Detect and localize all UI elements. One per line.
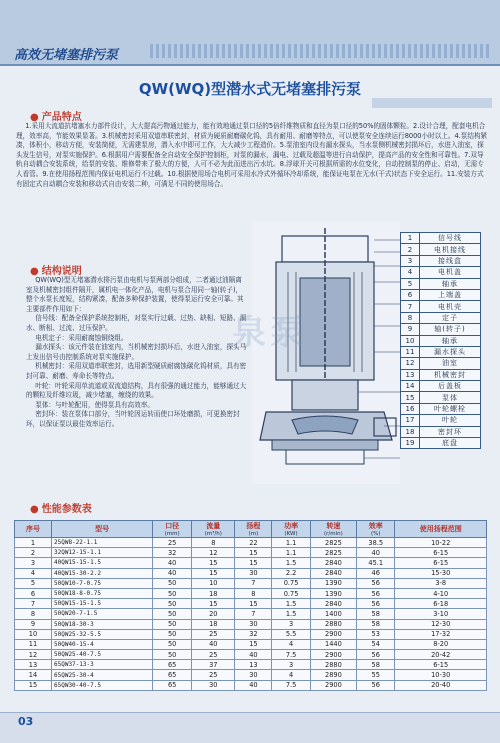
table-cell: 2900: [310, 680, 356, 690]
parts-row: [401, 312, 481, 323]
table-cell: 38.5: [357, 538, 395, 548]
table-cell: 12: [15, 650, 52, 660]
features-text: [16, 122, 488, 189]
part-number: 9: [401, 324, 420, 335]
parts-legend-table: [400, 232, 481, 449]
table-cell: 2840: [310, 599, 356, 609]
table-cell: 25: [192, 650, 235, 660]
table-cell: 50: [153, 578, 192, 588]
table-cell: 6-18: [395, 599, 487, 609]
parts-row: [401, 244, 481, 255]
page-title: QW(WQ)型潜水式无堵塞排污泵: [138, 80, 362, 98]
part-label: 电机壳: [420, 301, 481, 312]
part-number: 17: [401, 415, 420, 426]
table-cell: 54: [357, 639, 395, 649]
table-cell: 2840: [310, 558, 356, 568]
part-number: 2: [401, 244, 420, 255]
table-cell: 65: [153, 670, 192, 680]
table-cell: 3: [15, 558, 52, 568]
table-row: [15, 538, 487, 548]
parts-row: [401, 426, 481, 437]
table-cell: 65: [153, 660, 192, 670]
table-cell: 6: [15, 588, 52, 598]
table-cell: 25: [192, 670, 235, 680]
column-label: 功率: [284, 522, 299, 530]
structure-text: [26, 276, 248, 430]
table-cell: 56: [357, 680, 395, 690]
table-cell: 2890: [310, 670, 356, 680]
table-cell: 40QW15-15-1.5: [52, 558, 153, 568]
table-cell: 56: [357, 588, 395, 598]
part-label: 机械密封: [420, 369, 481, 380]
parts-row: [401, 233, 481, 244]
table-cell: 1.1: [272, 548, 310, 558]
table-row: [15, 558, 487, 568]
part-label: 叶轮: [420, 415, 481, 426]
performance-table: [14, 520, 487, 691]
table-cell: 17-32: [395, 629, 487, 639]
part-number: 14: [401, 381, 420, 392]
table-cell: 25: [153, 538, 192, 548]
column-header: [310, 521, 356, 538]
table-cell: 56: [357, 599, 395, 609]
table-cell: 1: [15, 538, 52, 548]
table-cell: 8: [235, 588, 272, 598]
table-cell: 40: [153, 568, 192, 578]
table-cell: 50QW25-32-5.5: [52, 629, 153, 639]
table-cell: 4: [272, 670, 310, 680]
table-cell: 9: [15, 619, 52, 629]
table-cell: 2900: [310, 650, 356, 660]
table-cell: 15: [235, 599, 272, 609]
part-number: 16: [401, 403, 420, 414]
table-cell: 1440: [310, 639, 356, 649]
table-cell: 50QW25-40-7.5: [52, 650, 153, 660]
table-cell: 14: [15, 670, 52, 680]
part-number: 5: [401, 278, 420, 289]
structure-title: 结构说明: [41, 266, 82, 277]
table-cell: 10: [15, 629, 52, 639]
table-cell: 7: [235, 578, 272, 588]
column-header: [272, 521, 310, 538]
column-label: 扬程: [246, 522, 261, 530]
column-label: 使用扬程范围: [419, 525, 462, 533]
part-label: 电机接线: [420, 244, 481, 255]
part-number: 12: [401, 358, 420, 369]
table-cell: 5: [15, 578, 52, 588]
part-number: 6: [401, 289, 420, 300]
features-heading: [30, 108, 82, 123]
parts-row: [401, 346, 481, 357]
table-cell: 5.5: [272, 629, 310, 639]
table-cell: 15: [192, 568, 235, 578]
table-cell: 53: [357, 629, 395, 639]
header-stripe: [150, 44, 490, 58]
table-cell: 3-8: [395, 578, 487, 588]
table-cell: 50QW18-8-0.75: [52, 588, 153, 598]
table-cell: 15-30: [395, 568, 487, 578]
table-cell: 20-40: [395, 680, 487, 690]
performance-header-row: [15, 521, 487, 538]
table-cell: 1.5: [272, 558, 310, 568]
watermark: 泉泵: [232, 313, 308, 353]
table-cell: 65: [153, 680, 192, 690]
parts-row: [401, 381, 481, 392]
table-cell: 25QW8-22-1.1: [52, 538, 153, 548]
parts-row: [401, 289, 481, 300]
table-cell: 32QW12-15-1.1: [52, 548, 153, 558]
column-unit: (r/min): [324, 531, 343, 537]
table-row: [15, 599, 487, 609]
part-number: 10: [401, 335, 420, 346]
table-cell: 22: [235, 538, 272, 548]
bullet-icon: ●: [30, 112, 39, 123]
decorative-bar: [372, 98, 492, 108]
part-label: 上端盖: [420, 289, 481, 300]
table-cell: 3: [272, 619, 310, 629]
table-cell: 58: [357, 619, 395, 629]
table-cell: 8: [192, 538, 235, 548]
part-label: 电机盖: [420, 267, 481, 278]
table-cell: 15: [235, 548, 272, 558]
table-cell: 0.75: [272, 578, 310, 588]
table-cell: 8-20: [395, 639, 487, 649]
table-cell: 50: [153, 650, 192, 660]
part-label: 后盖板: [420, 381, 481, 392]
table-cell: 50QW18-30-3: [52, 619, 153, 629]
table-cell: 2825: [310, 538, 356, 548]
table-cell: 40: [357, 548, 395, 558]
table-cell: 15: [192, 599, 235, 609]
table-row: [15, 639, 487, 649]
column-header: [15, 521, 52, 538]
table-cell: 0.75: [272, 588, 310, 598]
structure-paragraph: 信号线：配备全保护系统控制柜，对泵实行过载、过热、缺相、短路、漏水、断相、过流、过压保护。: [26, 314, 247, 332]
table-cell: 13: [15, 660, 52, 670]
table-row: [15, 548, 487, 558]
table-cell: 20-42: [395, 650, 487, 660]
table-row: [15, 650, 487, 660]
parts-row: [401, 438, 481, 449]
structure-paragraph: 机械密封：采用双道串联密封，选用新型硬质耐腐蚀碳化钨材质，具有密封可靠、耐磨、寿命长等特点。: [26, 362, 247, 380]
table-cell: 1.5: [272, 599, 310, 609]
table-cell: 2840: [310, 568, 356, 578]
table-cell: 25: [192, 629, 235, 639]
structure-paragraph: 叶轮：叶轮采用单流道或双流道结构，具有很强的通过能力，能够通过大的颗粒及纤维垃圾，减少堵塞，缠绕的效果。: [26, 381, 247, 400]
footer-band: [0, 712, 500, 743]
column-header: [395, 521, 487, 538]
table-cell: 3: [272, 660, 310, 670]
part-number: 11: [401, 346, 420, 357]
parts-row: [401, 255, 481, 266]
table-cell: 4: [272, 639, 310, 649]
part-number: 1: [401, 233, 420, 244]
table-cell: 6-15: [395, 558, 487, 568]
table-cell: 50QW40-15-4: [52, 639, 153, 649]
part-label: 油室: [420, 358, 481, 369]
part-number: 13: [401, 369, 420, 380]
table-cell: 50: [153, 619, 192, 629]
parts-row: [401, 369, 481, 380]
part-number: 15: [401, 392, 420, 403]
parts-row: [401, 415, 481, 426]
part-number: 4: [401, 267, 420, 278]
part-number: 19: [401, 438, 420, 449]
table-cell: 13: [235, 660, 272, 670]
table-cell: 65QW37-13-3: [52, 660, 153, 670]
table-cell: 1.5: [272, 609, 310, 619]
structure-heading: [30, 262, 82, 277]
table-cell: 40: [235, 680, 272, 690]
structure-paragraph: 电机定子：采用耐腐蚀铜绕组。: [35, 333, 128, 342]
table-cell: 37: [192, 660, 235, 670]
table-cell: 46: [357, 568, 395, 578]
performance-heading: [30, 500, 92, 515]
table-row: [15, 670, 487, 680]
column-header: [357, 521, 395, 538]
table-cell: 10-22: [395, 538, 487, 548]
part-label: 叶轮螺栓: [420, 403, 481, 414]
structure-paragraph: QW(WQ)型无堵塞潜水排污泵由电机与泵两部分组成，二者通过油隔离室及机械密封组件隔开，属机电一体化产品，电机与泵合用同一轴(转子)，整个水泵长度短，结构紧凑，配备多种保护装置，使得泵运行安全可靠。其主要部件作用如下：: [26, 276, 244, 313]
table-cell: 15: [192, 558, 235, 568]
table-cell: 7: [15, 599, 52, 609]
table-cell: 6-15: [395, 660, 487, 670]
table-cell: 10-30: [395, 670, 487, 680]
table-cell: 2: [15, 548, 52, 558]
table-row: [15, 568, 487, 578]
column-label: 效率: [368, 522, 383, 530]
table-cell: 18: [192, 619, 235, 629]
table-cell: 8: [15, 609, 52, 619]
table-cell: 1390: [310, 578, 356, 588]
part-number: 8: [401, 312, 420, 323]
parts-row: [401, 392, 481, 403]
column-header: [192, 521, 235, 538]
table-cell: 65QW25-30-4: [52, 670, 153, 680]
column-label: 型号: [95, 525, 110, 533]
table-cell: 32: [235, 629, 272, 639]
table-cell: 30: [235, 568, 272, 578]
part-label: 轴(转子): [420, 324, 481, 335]
parts-row: [401, 301, 481, 312]
table-cell: 20: [192, 609, 235, 619]
column-label: 流量: [206, 522, 221, 530]
table-cell: 30: [235, 670, 272, 680]
table-row: [15, 588, 487, 598]
table-cell: 56: [357, 650, 395, 660]
table-cell: 30: [192, 680, 235, 690]
table-cell: 7.5: [272, 680, 310, 690]
table-cell: 2880: [310, 619, 356, 629]
parts-row: [401, 278, 481, 289]
features-title: 产品特点: [41, 112, 82, 123]
table-row: [15, 578, 487, 588]
table-cell: 65QW30-40-7.5: [52, 680, 153, 690]
features-paragraph: 1.采用大流道抗堵塞水力部件设计，大大提高污物通过能力，能有效地通过泵口径的5倍纤维物质和直径为泵口径的50%的固体颗粒。2.设计合理，配套电机合理，效率高，节能效果显著。3.机械密封采用双道串联密封，材质为硬质耐磨碳化钨，具有耐用、耐磨等特点，可以使泵安全连续运行8000小时以上。4.泵结构紧凑，体积小，移动方便，安装简便，无需建泵房，潜入水中即可工作，大大减少工程造价。5.泵油室内设有漏水探头，当水泵侧机械密封损坏后，水进入油室，探头发生信号，对泵实施保护。6.根据用户需要配备全自动安全保护控制柜，对泵的漏水，漏电、过载及超温等进行自动保护，提高产品的安全性和可靠性。7.双导轨自动耦合安装系统，给泵的安装、维修带来了极大的方便，人可不必为此而进出污水坑。8.浮球开关可根据所需的水位变化，自动控制泵的停止、启动，无需专人看管。9.在使用扬程范围内保证电机运行不过载。10.根据使用场合电机可采用水冷式外循环冷却系统，能保证电泵在无水(干式)状态下安全运行。11.安装方式有固定式自动耦合安装和移动式自由安装二种，可满足不同的使用场合。: [16, 122, 488, 188]
parts-row: [401, 324, 481, 335]
column-unit: (%): [370, 531, 381, 537]
table-cell: 50: [153, 609, 192, 619]
bullet-icon: ●: [30, 504, 39, 515]
table-cell: 40: [235, 650, 272, 660]
parts-row: [401, 335, 481, 346]
structure-paragraph: 密封环：装在泵体口部分，当叶轮因运转而使口环处磨损，可更换密封环，以保证泵以最佳效率运行。: [26, 410, 240, 428]
part-label: 密封环: [420, 426, 481, 437]
table-cell: 50QW10-7-0.75: [52, 578, 153, 588]
column-unit: (m): [248, 531, 259, 537]
column-label: 转速: [326, 522, 341, 530]
column-unit: (mm): [164, 531, 180, 537]
table-cell: 40: [153, 558, 192, 568]
performance-title: 性能参数表: [41, 504, 92, 515]
table-cell: 1400: [310, 609, 356, 619]
column-unit: (KW): [284, 531, 298, 537]
table-cell: 45.1: [357, 558, 395, 568]
structure-paragraph: 漏水探头：该元件装在油室内，当机械密封损坏后，水进入油室，探头马上发出信号由控制系统对泵实施保护。: [26, 343, 247, 361]
part-label: 信号线: [420, 233, 481, 244]
table-cell: 50: [153, 639, 192, 649]
table-cell: 32: [153, 548, 192, 558]
table-row: [15, 660, 487, 670]
table-row: [15, 619, 487, 629]
table-cell: 50: [153, 629, 192, 639]
structure-paragraph: 泵体：与叶轮配用，使得泵具有高效率。: [35, 400, 154, 409]
column-unit: (m³/h): [204, 531, 222, 537]
part-number: 18: [401, 426, 420, 437]
table-cell: 1390: [310, 588, 356, 598]
table-cell: 15: [235, 639, 272, 649]
table-cell: 56: [357, 578, 395, 588]
part-label: 轴承: [420, 335, 481, 346]
part-label: 轴承: [420, 278, 481, 289]
part-number: 7: [401, 301, 420, 312]
table-cell: 7: [235, 609, 272, 619]
table-cell: 12-30: [395, 619, 487, 629]
table-cell: 2.2: [272, 568, 310, 578]
table-cell: 2880: [310, 660, 356, 670]
table-cell: 40: [192, 639, 235, 649]
table-row: [15, 629, 487, 639]
part-number: 3: [401, 255, 420, 266]
table-cell: 58: [357, 609, 395, 619]
table-cell: 50: [153, 588, 192, 598]
part-label: 漏水探头: [420, 346, 481, 357]
table-cell: 50: [153, 599, 192, 609]
series-title: 高效无堵塞排污泵: [14, 48, 119, 63]
column-label: 序号: [26, 525, 40, 533]
column-header: [235, 521, 272, 538]
table-cell: 1.1: [272, 538, 310, 548]
table-row: [15, 609, 487, 619]
table-cell: 58: [357, 660, 395, 670]
table-cell: 11: [15, 639, 52, 649]
table-cell: 50QW20-7-1.5: [52, 609, 153, 619]
column-header: [153, 521, 192, 538]
column-header: [52, 521, 153, 538]
bullet-icon: ●: [30, 266, 39, 277]
table-cell: 3-10: [395, 609, 487, 619]
column-label: 口径: [165, 522, 180, 530]
part-label: 接线盒: [420, 255, 481, 266]
parts-row: [401, 403, 481, 414]
table-cell: 4-10: [395, 588, 487, 598]
table-cell: 2900: [310, 629, 356, 639]
table-cell: 2825: [310, 548, 356, 558]
page-number: 03: [18, 715, 34, 728]
table-cell: 7.5: [272, 650, 310, 660]
part-label: 泵体: [420, 392, 481, 403]
performance-table-body: [15, 538, 487, 691]
part-label: 底盘: [420, 438, 481, 449]
table-cell: 10: [192, 578, 235, 588]
table-cell: 6-15: [395, 548, 487, 558]
table-cell: 15: [235, 558, 272, 568]
table-cell: 50QW15-15-1.5: [52, 599, 153, 609]
table-row: [15, 680, 487, 690]
table-cell: 12: [192, 548, 235, 558]
table-cell: 55: [357, 670, 395, 680]
table-cell: 30: [235, 619, 272, 629]
table-cell: 4: [15, 568, 52, 578]
parts-row: [401, 358, 481, 369]
table-cell: 15: [15, 680, 52, 690]
part-label: 定子: [420, 312, 481, 323]
parts-row: [401, 267, 481, 278]
table-cell: 40QW15-30-2.2: [52, 568, 153, 578]
table-cell: 18: [192, 588, 235, 598]
